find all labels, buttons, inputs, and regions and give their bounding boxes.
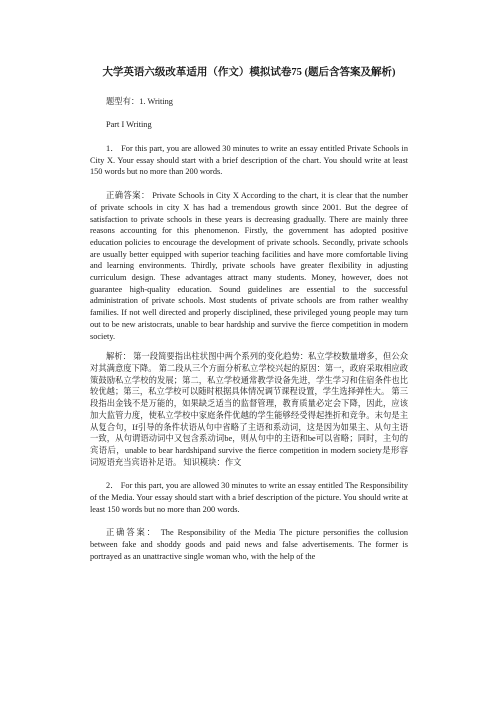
question-1-prompt: 1． For this part, you are allowed 30 minutes to write an essay entitled Private Schools in City X. Your essay should start with a brief description of the chart. You should write at least 150 words but no more than 200 words. xyxy=(90,144,408,177)
question-1-answer: 正确答案： Private Schools in City X According to the chart, it is clear that the number of private schools in city X has had a tremendous growth since 2001. But the degree of satisfaction to private schools in these years is decreasing gradually. There are mainly three reasons accounting for this phenomenon. Firstly, the government has adopted positive education policies to encourage the development of private schools. Secondly, private schools are usually better equipped with superior teaching facilities and have more comfortable living and learning environments. Thirdly, private schools have greater flexibility in adjusting curriculum design. These advantages attract many students. Money, however, does not guarantee high-quality education. Sound guidelines are essential to the successful administration of private schools. Most students of private schools are from rather wealthy families. If not well directed and properly disciplined, these privileged young people may turn out to be new aristocrats, unable to bear hardship and survive the fierce competition in modern society. xyxy=(90,191,408,341)
document-title: 大学英语六级改革适用（作文）模拟试卷75 (题后含答案及解析) xyxy=(102,67,396,78)
part-heading: Part I Writing xyxy=(106,120,152,130)
question-2-answer: 正确答案： The Responsibility of the Media The picture personifies the collusion between fake and shoddy goods and paid news and false advertisements. The former is portrayed as an unattractive single woman who, with the help of the xyxy=(90,528,408,561)
question-2-prompt: 2． For this part, you are allowed 30 minutes to write an essay entitled The Responsibility of the Media. Your essay should start with a brief description of the picture. You should write at least 150 words but no more than 200 words. xyxy=(90,481,408,514)
question-type-line: 题型有：1. Writing xyxy=(106,96,173,106)
question-1-explanation: 解析： 第一段简要指出柱状图中两个系列的变化趋势：私立学校数量增多，但公众对其满意度下降。 第二段从三个方面分析私立学校兴起的原因：第一，政府采取相应政策鼓励私立学校的发展；第二，私立学校通常教学设备先进，学生学习和住宿条件也比较优越；第三，私立学校可以随时根据具体情况调节课程设置，学生选择弹性大。 第三段指出金钱不是万能的，如果缺乏适当的监督管理，教育质量必定会下降，因此，应该加大监管力度，使私立学校中家庭条件优越的学生能够经受得起挫折和竞争。末句是主从复合句，If引导的条件状语从句中省略了主语和系动词，这是因为如果主、从句主语一致，从句谓语动词中又包含系动词be，则从句中的主语和be可以省略；同时，主句的宾语后，unable to bear hardshipand survive the fierce competition in modern society是形容词短语充当宾语补足语。 知识模块：作文 xyxy=(90,352,408,467)
